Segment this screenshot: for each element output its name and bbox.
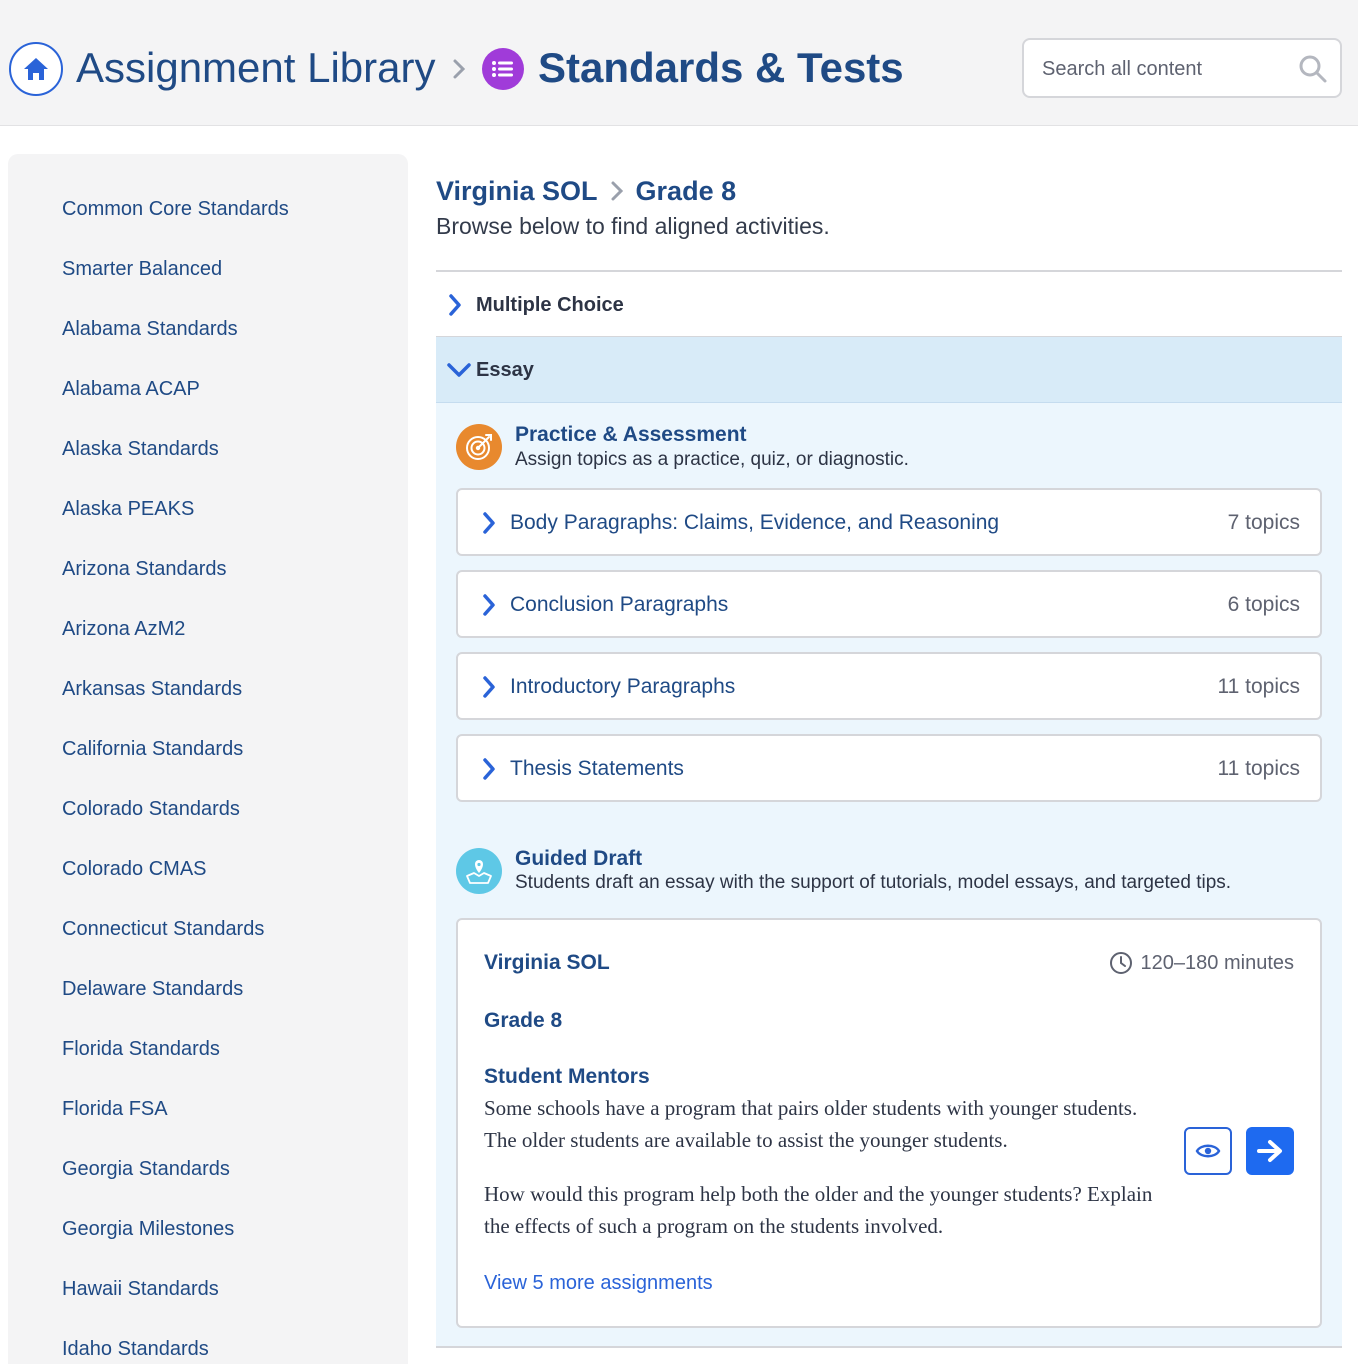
section-label: Essay [476, 359, 534, 381]
sidebar-item-alaska-standards[interactable]: Alaska Standards [62, 438, 219, 460]
section-multiple-choice[interactable] [436, 270, 1342, 337]
breadcrumb-grade: Grade 8 [635, 176, 737, 206]
prompt-paragraph: How would this program help both the older and the younger students? Explain the effects of such a program on the students involved. [484, 1182, 1153, 1238]
card-duration [1109, 950, 1294, 976]
topic-name: Thesis Statements [510, 757, 684, 780]
topic-card[interactable] [456, 488, 1322, 556]
search-input[interactable] [1042, 54, 1302, 84]
sidebar-item-arizona-standards[interactable]: Arizona Standards [62, 558, 227, 580]
prompt-paragraph: Some schools have a program that pairs older students with younger students. The older students are available to assist the younger students. [484, 1096, 1138, 1152]
page-title: Standards & Tests [538, 44, 904, 91]
sidebar-item-georgia-milestones[interactable]: Georgia Milestones [62, 1218, 235, 1240]
section-label: Multiple Choice [476, 294, 624, 316]
chevron-right-icon [446, 292, 464, 323]
chevron-right-icon [480, 592, 498, 623]
sidebar-item-georgia-standards[interactable]: Georgia Standards [62, 1158, 230, 1180]
section-essay[interactable] [436, 337, 1342, 403]
topic-count: 11 topics [1217, 675, 1300, 698]
sidebar-item-connecticut-standards[interactable]: Connecticut Standards [62, 918, 265, 940]
page-description: Browse below to find aligned activities. [436, 213, 830, 239]
topic-count: 6 topics [1227, 593, 1300, 616]
sidebar-item-common-core[interactable]: Common Core Standards [62, 198, 289, 220]
sidebar-item-hawaii-standards[interactable]: Hawaii Standards [62, 1278, 219, 1300]
sidebar-item-colorado-cmas[interactable]: Colorado CMAS [62, 858, 207, 880]
card-grade: Grade 8 [484, 1009, 563, 1032]
sidebar [8, 154, 408, 1364]
topic-count: 7 topics [1227, 511, 1300, 534]
sidebar-item-delaware-standards[interactable]: Delaware Standards [62, 978, 244, 1000]
view-more-link[interactable]: View 5 more assignments [484, 1272, 713, 1294]
card-standard: Virginia SOL [484, 951, 610, 974]
sidebar-item-arizona-azm2[interactable]: Arizona AzM2 [62, 618, 186, 640]
chevron-right-icon [610, 176, 624, 210]
breadcrumb-assignment-library[interactable]: Assignment Library [76, 44, 436, 91]
sidebar-item-florida-standards[interactable]: Florida Standards [62, 1038, 220, 1060]
topic-name: Conclusion Paragraphs [510, 593, 729, 616]
map-icon [456, 848, 502, 894]
guided-description: Students draft an essay with the support of tutorials, model essays, and targeted tips. [515, 872, 1232, 893]
sidebar-item-smarter-balanced[interactable]: Smarter Balanced [62, 258, 223, 280]
arrow-right-icon [1256, 1138, 1284, 1164]
sidebar-item-colorado-standards[interactable]: Colorado Standards [62, 798, 240, 820]
essay-panel [436, 403, 1342, 1348]
chevron-down-icon [446, 357, 472, 388]
sidebar-item-alaska-peaks[interactable]: Alaska PEAKS [62, 498, 195, 520]
chevron-right-icon [452, 58, 466, 85]
preview-button[interactable] [1184, 1127, 1232, 1175]
list-icon [482, 48, 524, 90]
topic-name: Introductory Paragraphs [510, 675, 736, 698]
practice-description: Assign topics as a practice, quiz, or diagnostic. [515, 449, 909, 470]
search-box [1022, 38, 1342, 98]
chevron-right-icon [480, 756, 498, 787]
topic-card[interactable] [456, 652, 1322, 720]
clock-icon [1109, 951, 1133, 975]
breadcrumb-standard[interactable]: Virginia SOL [436, 176, 598, 206]
target-icon [456, 424, 502, 470]
guided-title: Guided Draft [515, 847, 643, 870]
home-icon[interactable] [9, 42, 63, 96]
sub-breadcrumb [436, 174, 736, 210]
assignment-title: Student Mentors [484, 1065, 650, 1088]
assign-button[interactable] [1246, 1127, 1294, 1175]
sidebar-item-florida-fsa[interactable]: Florida FSA [62, 1098, 168, 1120]
top-bar [0, 0, 1358, 126]
topic-count: 11 topics [1217, 757, 1300, 780]
chevron-right-icon [480, 510, 498, 541]
topic-name: Body Paragraphs: Claims, Evidence, and Reasoning [510, 511, 1000, 534]
topic-card[interactable] [456, 570, 1322, 638]
topic-card[interactable] [456, 734, 1322, 802]
chevron-right-icon [480, 674, 498, 705]
sidebar-item-idaho-standards[interactable]: Idaho Standards [62, 1338, 209, 1360]
sidebar-item-alabama-acap[interactable]: Alabama ACAP [62, 378, 200, 400]
sidebar-item-arkansas-standards[interactable]: Arkansas Standards [62, 678, 243, 700]
sidebar-item-california-standards[interactable]: California Standards [62, 738, 244, 760]
eye-icon [1195, 1142, 1221, 1160]
assignment-card [456, 918, 1322, 1328]
search-icon[interactable] [1298, 54, 1328, 89]
sidebar-item-alabama-standards[interactable]: Alabama Standards [62, 318, 238, 340]
duration-text: 120–180 minutes [1140, 952, 1294, 974]
practice-title: Practice & Assessment [515, 423, 747, 446]
